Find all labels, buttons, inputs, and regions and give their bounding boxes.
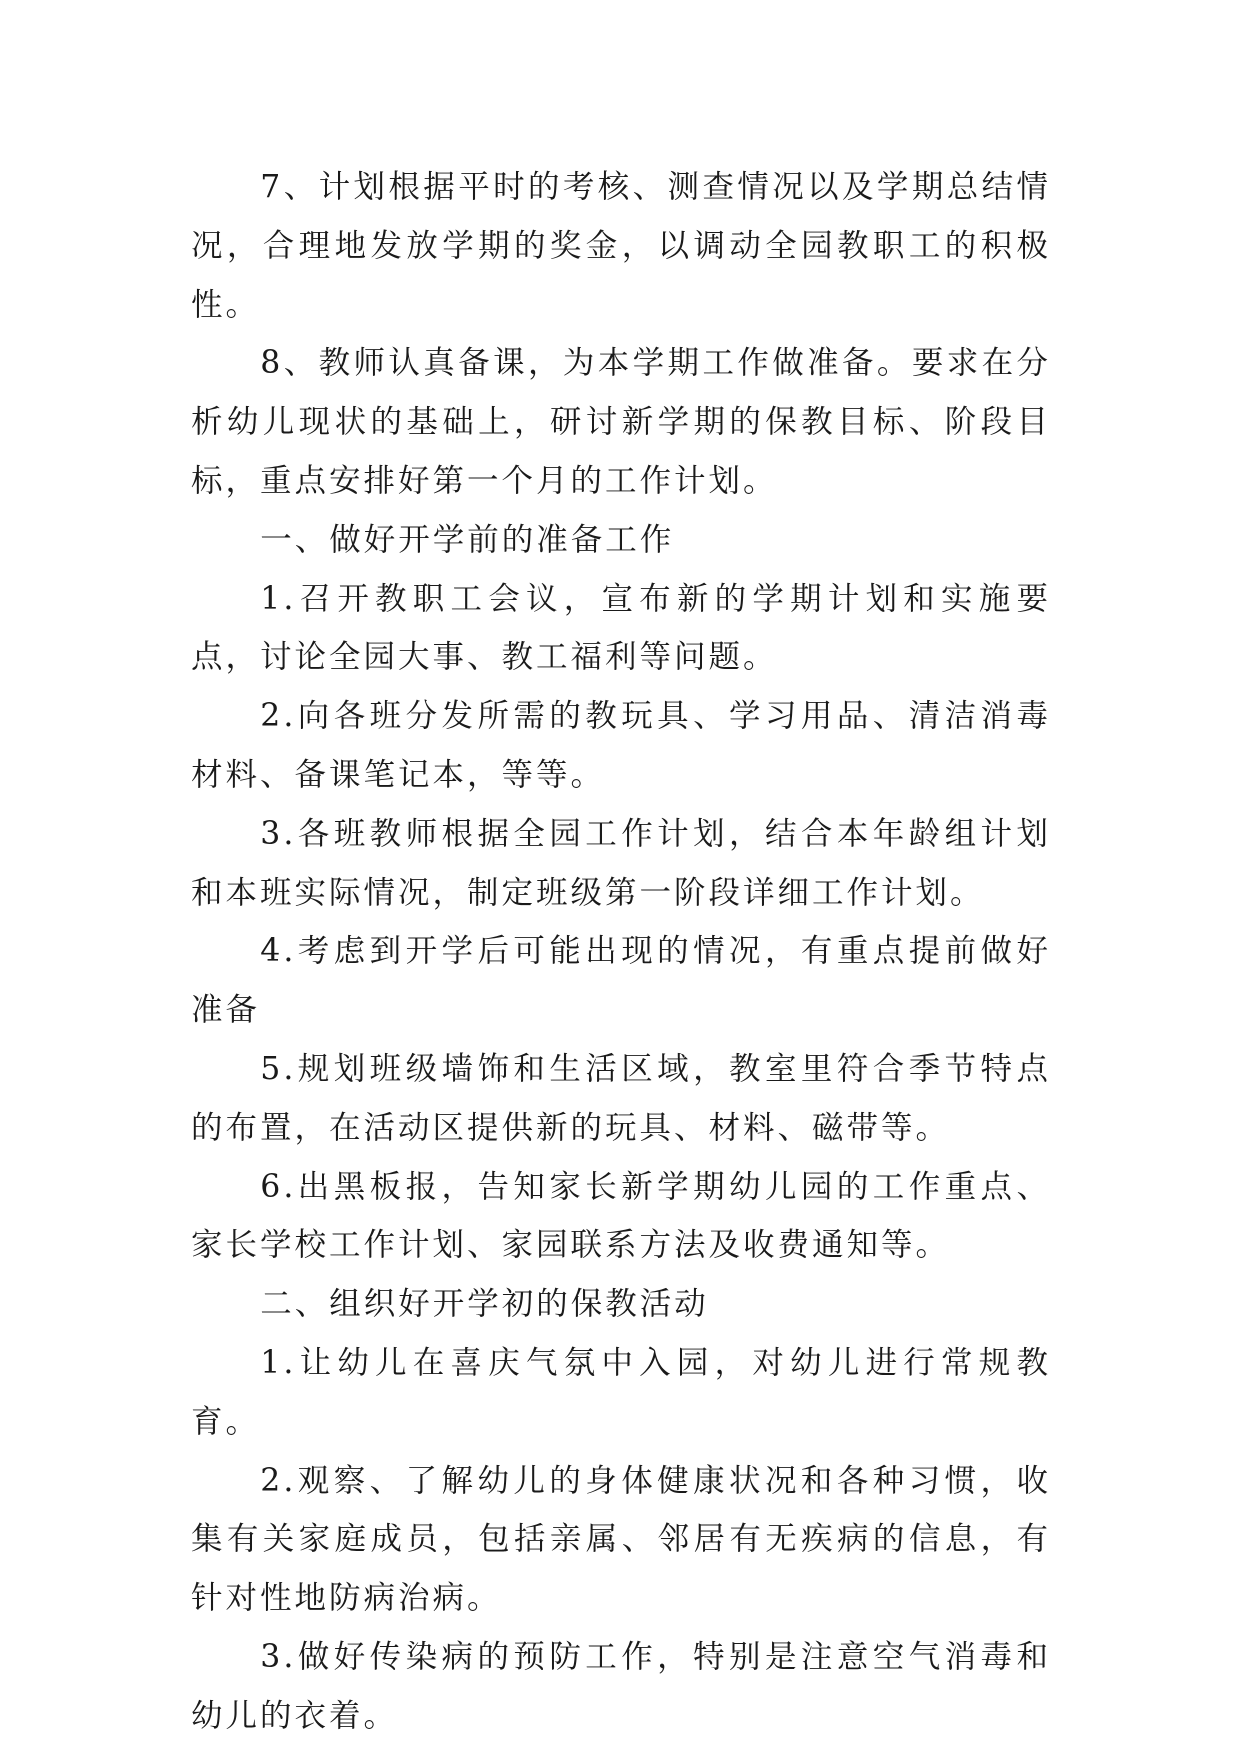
- paragraph-7-reward: 7、计划根据平时的考核、测查情况以及学期总结情况，合理地发放学期的奖金，以调动全园教职工的积极性。: [191, 169, 1051, 323]
- paragraph-2-health-observation: 2.观察、了解幼儿的身体健康状况和各种习惯，收集有关家庭成员，包括亲属、邻居有无疾病的信息，有针对性地防病治病。: [191, 1462, 1051, 1617]
- paragraph-3-disease-prevention: 3.做好传染病的预防工作，特别是注意空气消毒和幼儿的衣着。: [191, 1638, 1051, 1734]
- paragraph-1-entry: 1.让幼儿在喜庆气氛中入园，对幼儿进行常规教育。: [191, 1344, 1051, 1440]
- paragraph-8-lesson-prep: 8、教师认真备课，为本学期工作做准备。要求在分析幼儿现状的基础上，研讨新学期的保教目标、阶段目标，重点安排好第一个月的工作计划。: [191, 345, 1051, 499]
- paragraph-1-staff-meeting: 1.召开教职工会议，宣布新的学期计划和实施要点，讨论全园大事、教工福利等问题。: [191, 580, 1051, 676]
- section-heading-2: 二、组织好开学初的保教活动: [260, 1286, 709, 1323]
- section-heading-1: 一、做好开学前的准备工作: [260, 521, 675, 558]
- paragraph-5-classroom-layout: 5.规划班级墙饰和生活区域，教室里符合季节特点的布置，在活动区提供新的玩具、材料、磁带等。: [191, 1050, 1051, 1146]
- paragraph-2-supplies: 2.向各班分发所需的教玩具、学习用品、清洁消毒材料、备课笔记本，等等。: [191, 698, 1051, 793]
- paragraph-3-class-plan: 3.各班教师根据全园工作计划，结合本年龄组计划和本班实际情况，制定班级第一阶段详细工作计划。: [191, 815, 1051, 911]
- paragraph-6-blackboard: 6.出黑板报，告知家长新学期幼儿园的工作重点、家长学校工作计划、家园联系方法及收费通知等。: [191, 1168, 1051, 1264]
- document-body: [191, 158, 1051, 1746]
- paragraph-4-preparation: 4.考虑到开学后可能出现的情况，有重点提前做好准备: [191, 933, 1051, 1029]
